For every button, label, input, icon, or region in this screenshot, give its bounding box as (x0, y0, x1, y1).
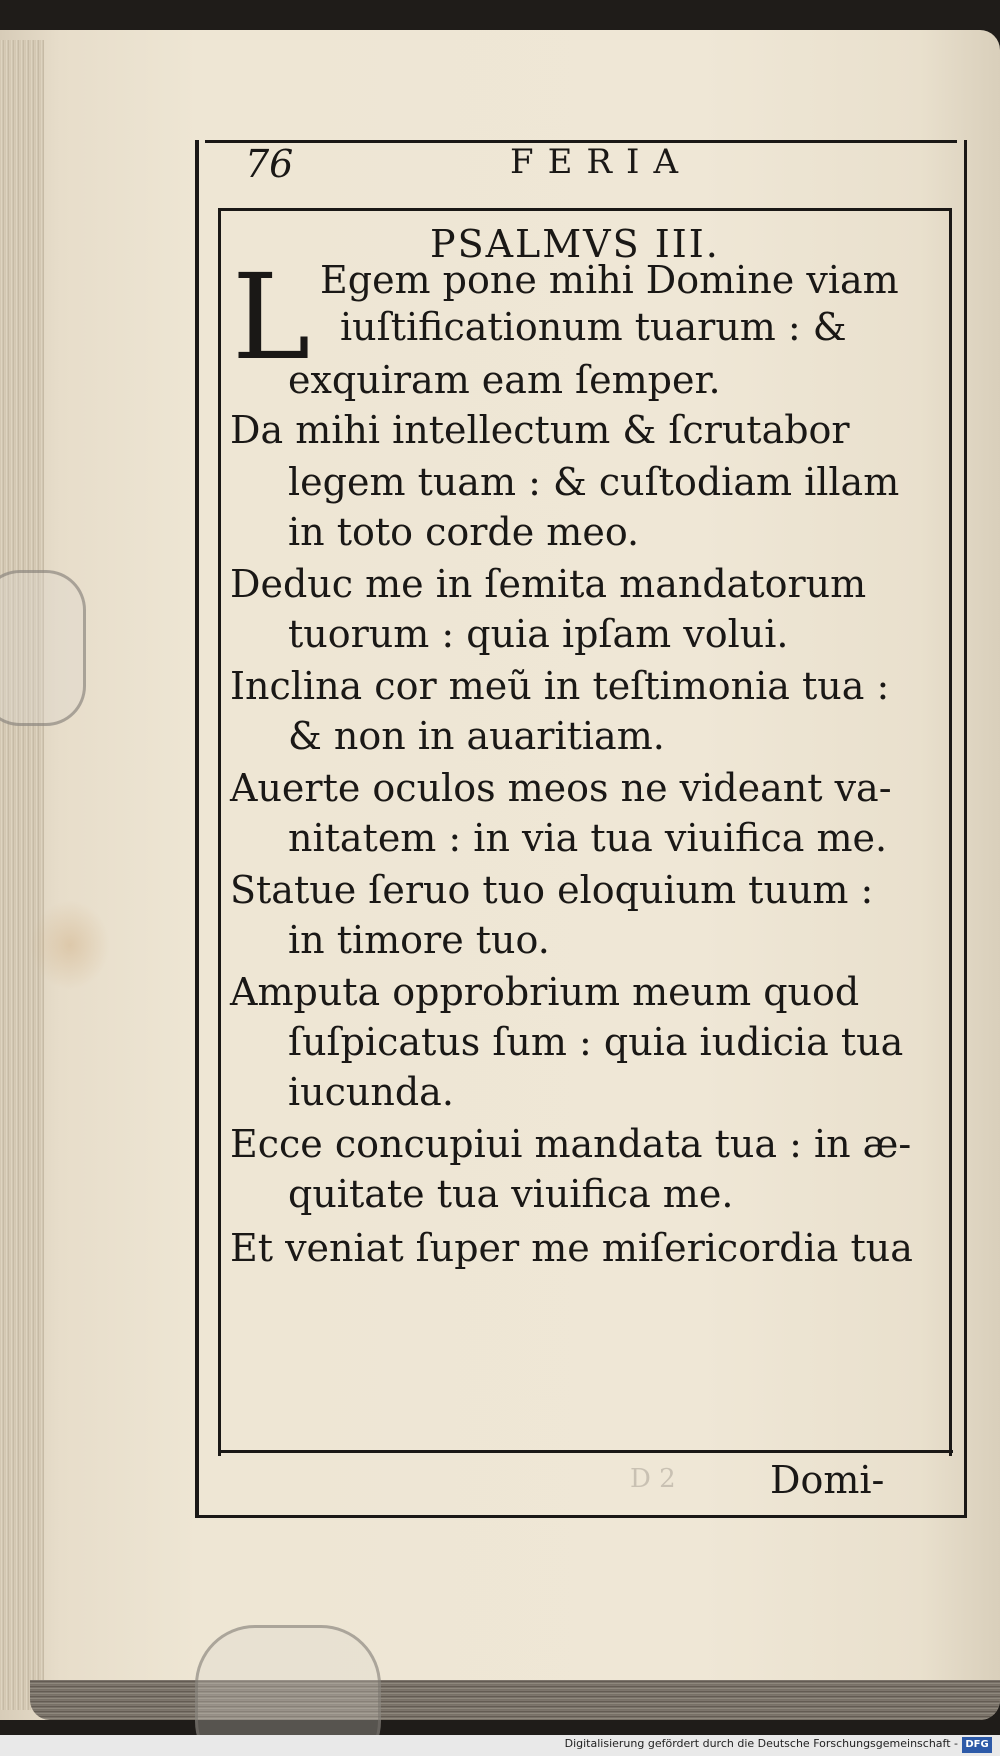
catchword: Domi- (770, 1458, 885, 1502)
verse-line: & non in auaritiam. (288, 714, 665, 758)
psalm-title: PSALMVS III. (430, 222, 720, 266)
verse-line: Egem pone mihi Domine viam (320, 258, 899, 302)
digitization-credit: Digitalisierung gefördert durch die Deutsche Forschungsgemeinschaft - (564, 1737, 958, 1750)
verse-line: exquiram eam ſemper. (288, 358, 721, 402)
page-number: 76 (245, 142, 294, 186)
running-head: FERIA (510, 142, 692, 182)
verse-line: iucunda. (288, 1070, 454, 1114)
verse-line: nitatem : in via tua viuifica me. (288, 816, 888, 860)
footer-rule (218, 1450, 953, 1453)
verse-line: in toto corde meo. (288, 510, 640, 554)
verse-line: legem tuam : & cuſtodiam illam (288, 460, 900, 504)
book-bottom-edge (30, 1680, 1000, 1720)
show-through-mark: D 2 (630, 1464, 676, 1494)
dfg-logo: DFG (962, 1737, 992, 1753)
verse-line: Deduc me in ſemita mandatorum (230, 562, 867, 606)
verse-line: in timore tuo. (288, 918, 550, 962)
verse-line: quitate tua viuifica me. (288, 1172, 734, 1216)
verse-line: Ecce concupiui mandata tua : in æ- (230, 1122, 912, 1166)
verse-line: Amputa opprobrium meum quod (230, 970, 860, 1014)
verse-line: ſuſpicatus ſum : quia iudicia tua (288, 1020, 904, 1064)
verse-line: Auerte oculos meos ne videant va- (230, 766, 892, 810)
verse-line: iuſtificationum tuarum : & (340, 305, 847, 349)
verse-line: Et veniat ſuper me miſericordia tua (230, 1226, 913, 1270)
page-edges (0, 40, 44, 1710)
drop-cap: L (232, 248, 311, 386)
verse-line: Statue ſeruo tuo eloquium tuum : (230, 868, 874, 912)
verse-line: Da mihi intellectum & ſcrutabor (230, 408, 850, 452)
paper-stain (30, 900, 110, 990)
glass-clip-left (0, 570, 86, 726)
verse-line: tuorum : quia ipſam volui. (288, 612, 789, 656)
verse-line: Inclina cor meũ in teſtimonia tua : (230, 664, 890, 708)
